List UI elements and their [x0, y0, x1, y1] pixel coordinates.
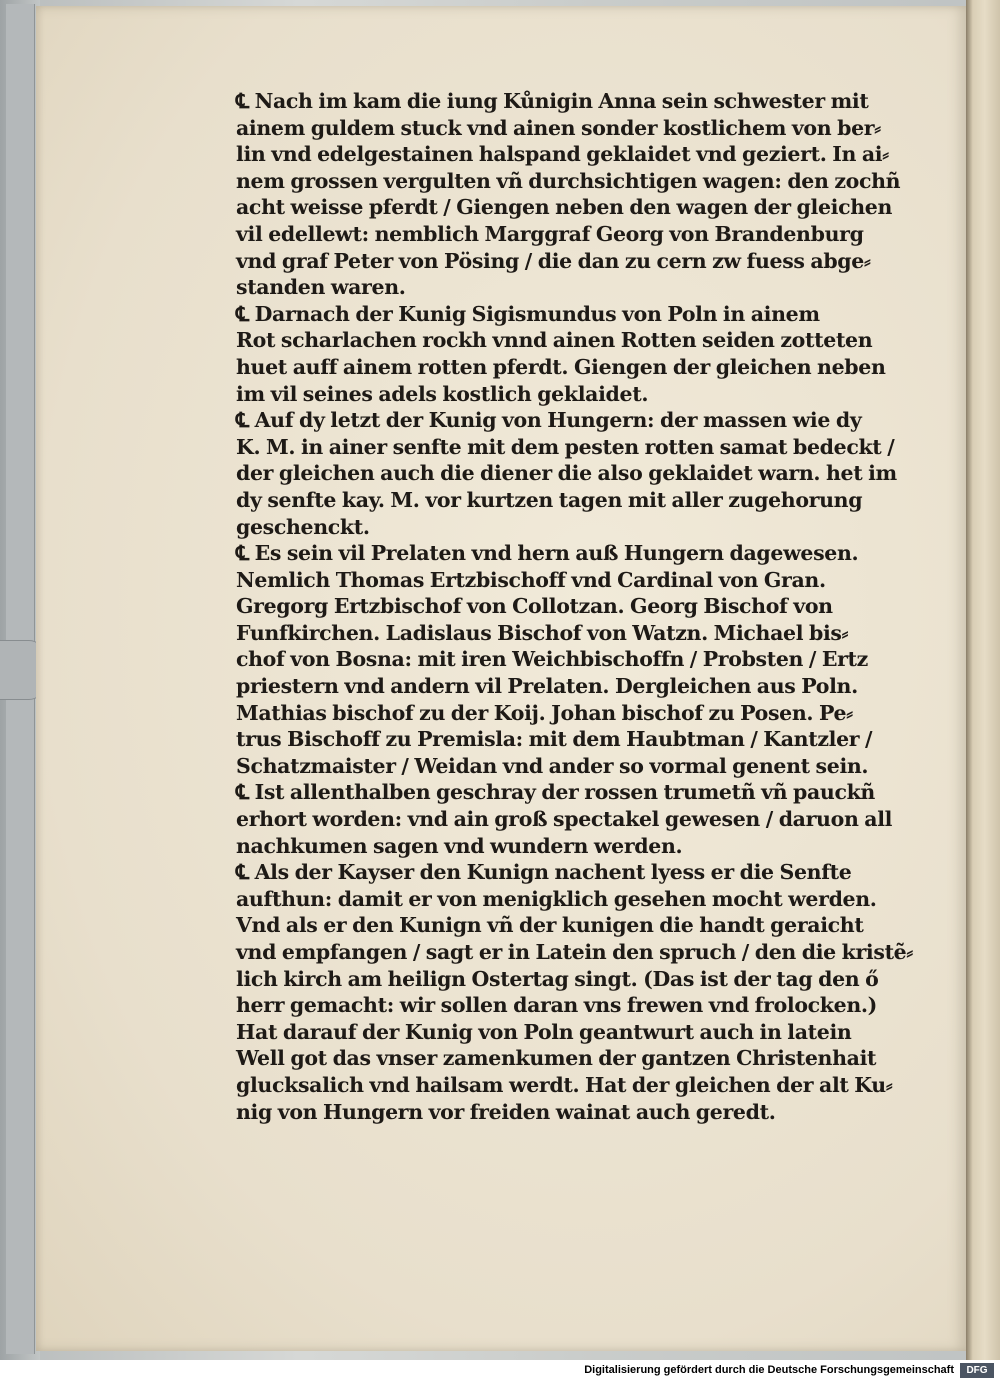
- text-line: Nemlich Thomas Ertzbischoff vnd Cardinal von Gran.: [236, 567, 826, 592]
- text-line: nig von Hungern vor freiden wainat auch geredt.: [236, 1099, 776, 1124]
- text-line: standen waren.: [236, 275, 406, 300]
- text-line: geschenckt.: [236, 514, 370, 539]
- text-line: vil edellewt: nemblich Marggraf Georg von Brandenburg: [236, 221, 864, 246]
- text-line: ℄ Als der Kayser den Kunign nachent lyess er die Senfte: [236, 860, 852, 885]
- text-line: vnd empfangen / sagt er in Latein den spruch / den die kristẽ⸗: [236, 940, 913, 964]
- text-line: acht weisse pferdt / Giengen neben den wagen der gleichen: [236, 195, 893, 220]
- dfg-logo: DFG: [960, 1363, 994, 1378]
- text-line: priestern vnd andern vil Prelaten. Dergleichen aus Poln.: [236, 674, 858, 699]
- text-line: ℄ Ist allenthalben geschray der rossen trumetñ vñ pauckñ: [236, 780, 875, 805]
- text-line: der gleichen auch die diener die also geklaidet warn. het im: [236, 461, 897, 486]
- text-line: lin vnd edelgestainen halspand geklaidet vnd geziert. In ai⸗: [236, 142, 889, 167]
- text-line: Well got das vnser zamenkumen der gantzen Christenhait: [236, 1046, 877, 1071]
- text-line: huet auff ainem rotten pferdt. Giengen der gleichen neben: [236, 354, 886, 379]
- text-line: erhort worden: vnd ain groß spectakel gewesen / daruon all: [236, 807, 893, 832]
- right-page-edge: [966, 0, 1000, 1360]
- text-line: Schatzmaister / Weidan vnd ander so vormal genent sein.: [236, 753, 869, 778]
- text-line: vnd graf Peter von Pösing / die dan zu cern zw fuess abge⸗: [236, 248, 871, 273]
- text-line: aufthun: damit er von menigklich gesehen mocht werden.: [236, 886, 877, 911]
- footer-bar: [0, 1360, 1000, 1382]
- text-line: Rot scharlachen rockh vnnd ainen Rotten seiden zotteten: [236, 328, 873, 353]
- text-line: dy senfte kay. M. vor kurtzen tagen mit aller zugehorung: [236, 487, 863, 512]
- text-line: trus Bischoff zu Premisla: mit dem Haubtman / Kantzler /: [236, 727, 873, 752]
- text-line: lich kirch am heilign Ostertag singt. (Das ist der tag den ő: [236, 966, 879, 991]
- text-line: nachkumen sagen vnd wundern werden.: [236, 833, 683, 858]
- body-text: [236, 88, 913, 1125]
- text-line: Funfkirchen. Ladislaus Bischof von Watzn. Michael bis⸗: [236, 620, 849, 645]
- text-line: ℄ Auf dy letzt der Kunig von Hungern: der massen wie dy: [236, 408, 862, 433]
- text-line: im vil seines adels kostlich geklaidet.: [236, 381, 649, 406]
- text-line: ainem guldem stuck vnd ainen sonder kostlichem von ber⸗: [236, 115, 881, 140]
- text-line: ℄ Es sein vil Prelaten vnd hern auß Hungern dagewesen.: [236, 541, 859, 566]
- text-line: nem grossen vergulten vñ durchsichtigen wagen: den zochñ: [236, 168, 901, 193]
- text-line: ℄ Darnach der Kunig Sigismundus von Poln in ainem: [236, 301, 820, 326]
- text-line: Mathias bischof zu der Koij. Johan bischof zu Posen. Pe⸗: [236, 700, 853, 725]
- text-line: K. M. in ainer senfte mit dem pesten rotten samat bedeckt /: [236, 434, 895, 459]
- text-line: Hat darauf der Kunig von Poln geantwurt auch in latein: [236, 1019, 852, 1044]
- text-line: Gregorg Ertzbischof von Collotzan. Georg Bischof von: [236, 594, 833, 619]
- text-line: chof von Bosna: mit iren Weichbischoffn / Probsten / Ertz: [236, 647, 868, 672]
- text-line: ℄ Nach im kam die iung Kůnigin Anna sein schwester mit: [236, 89, 869, 113]
- funding-credit: Digitalisierung gefördert durch die Deutsche Forschungsgemeinschaft: [584, 1364, 954, 1376]
- text-line: Vnd als er den Kunign vñ der kunigen die handt geraicht: [236, 913, 864, 938]
- text-line: glucksalich vnd hailsam werdt. Hat der gleichen der alt Ku⸗: [236, 1072, 893, 1097]
- text-line: herr gemacht: wir sollen daran vns frewen vnd frolocken.): [236, 993, 878, 1018]
